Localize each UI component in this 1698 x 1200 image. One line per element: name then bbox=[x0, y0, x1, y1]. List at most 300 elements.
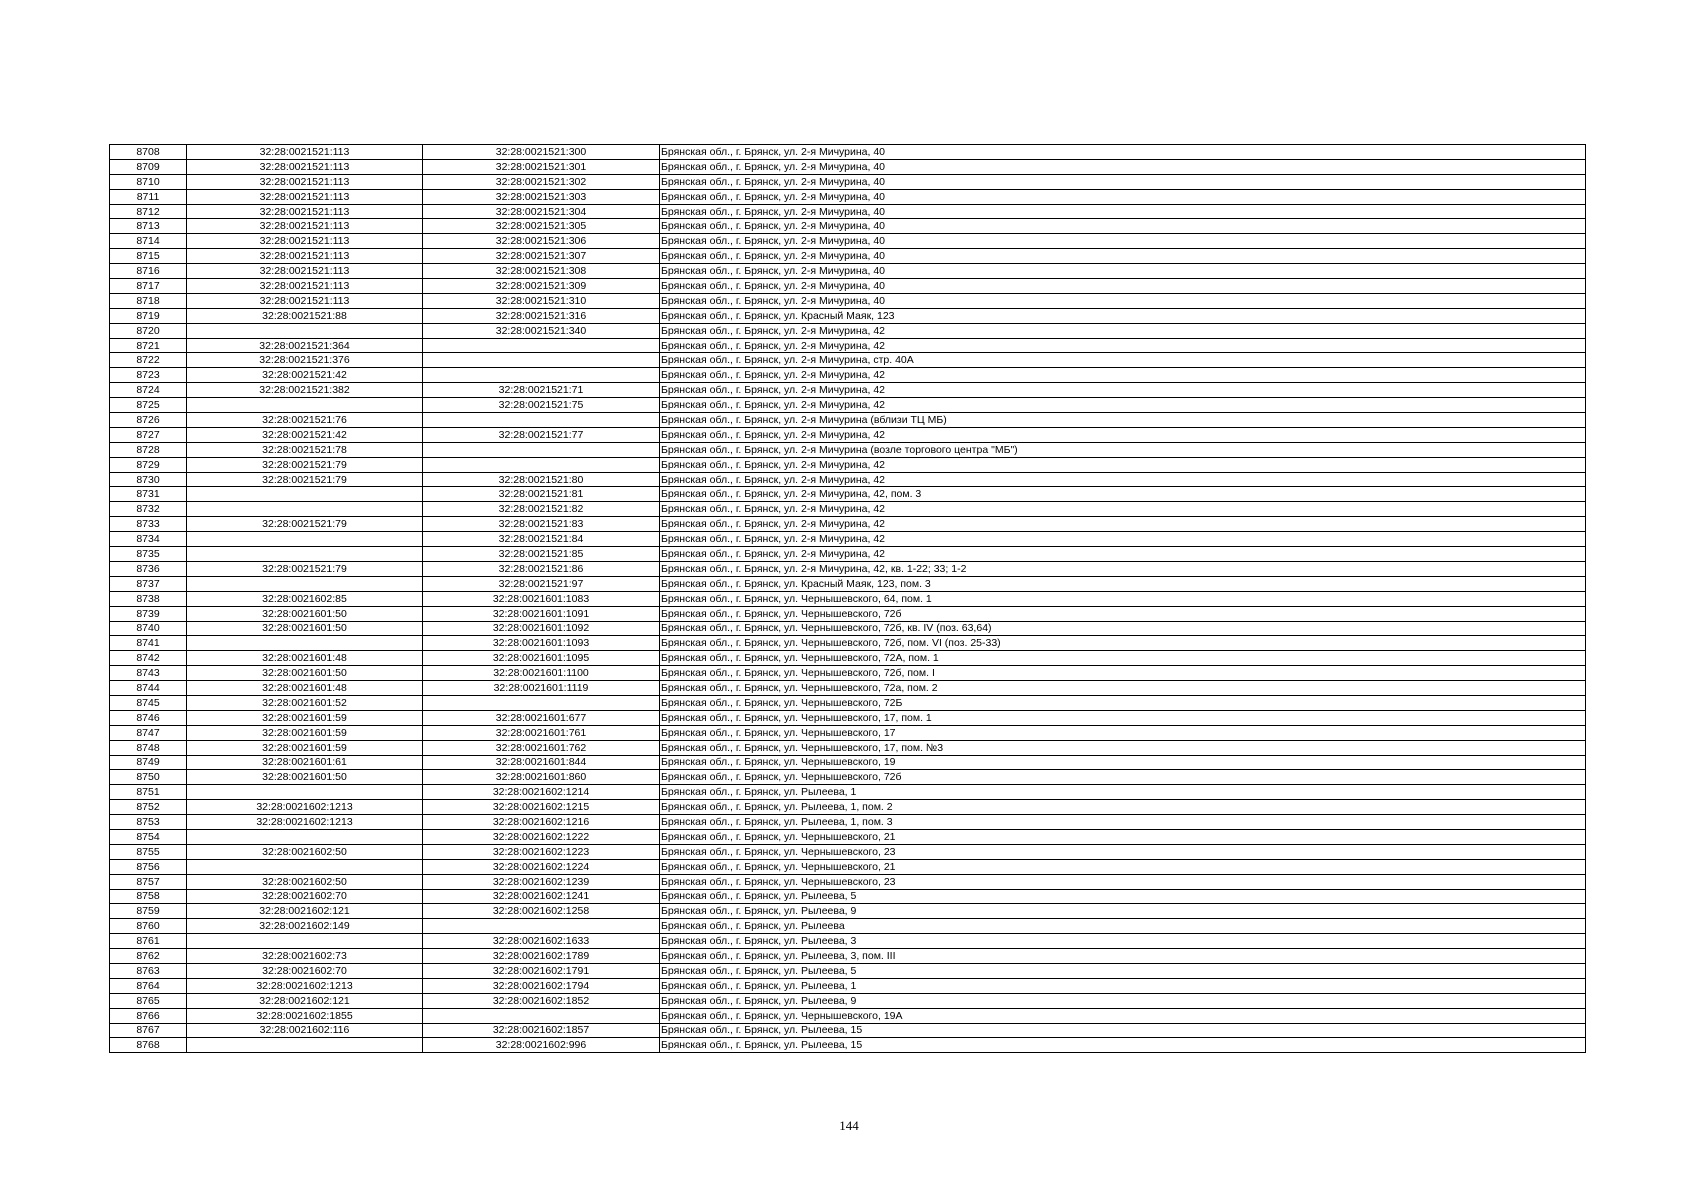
parent-cadastral-number-cell: 32:28:0021521:364 bbox=[187, 338, 423, 353]
table-row bbox=[110, 189, 1586, 204]
address-cell: Брянская обл., г. Брянск, ул. Рылеева, 1 bbox=[660, 978, 1586, 993]
page-number: 144 bbox=[839, 1118, 859, 1133]
cadastral-number-cell: 32:28:0021602:1241 bbox=[423, 889, 660, 904]
table-row bbox=[110, 859, 1586, 874]
cadastral-number-cell: 32:28:0021602:1214 bbox=[423, 785, 660, 800]
cadastral-number-cell: 32:28:0021521:306 bbox=[423, 234, 660, 249]
row-number-cell: 8741 bbox=[110, 636, 187, 651]
row-number-cell: 8733 bbox=[110, 517, 187, 532]
address-cell: Брянская обл., г. Брянск, ул. 2-я Мичурина, 40 bbox=[660, 264, 1586, 279]
row-number-cell: 8760 bbox=[110, 919, 187, 934]
address-cell: Брянская обл., г. Брянск, ул. 2-я Мичурина, 42 bbox=[660, 427, 1586, 442]
address-cell: Брянская обл., г. Брянск, ул. Чернышевского, 23 bbox=[660, 844, 1586, 859]
address-cell: Брянская обл., г. Брянск, ул. Чернышевского, 23 bbox=[660, 874, 1586, 889]
parent-cadastral-number-cell: 32:28:0021601:59 bbox=[187, 740, 423, 755]
parent-cadastral-number-cell: 32:28:0021602:50 bbox=[187, 874, 423, 889]
table-row bbox=[110, 145, 1586, 160]
address-cell: Брянская обл., г. Брянск, ул. Красный Маяк, 123 bbox=[660, 308, 1586, 323]
cadastral-number-cell: 32:28:0021521:310 bbox=[423, 293, 660, 308]
cadastral-number-cell bbox=[423, 353, 660, 368]
cadastral-number-cell: 32:28:0021521:97 bbox=[423, 576, 660, 591]
address-cell: Брянская обл., г. Брянск, ул. 2-я Мичурина (вблизи ТЦ МБ) bbox=[660, 413, 1586, 428]
row-number-cell: 8763 bbox=[110, 963, 187, 978]
row-number-cell: 8766 bbox=[110, 1008, 187, 1023]
row-number-cell: 8756 bbox=[110, 859, 187, 874]
registry-table bbox=[109, 144, 1586, 1053]
row-number-cell: 8739 bbox=[110, 606, 187, 621]
table-row bbox=[110, 398, 1586, 413]
address-cell: Брянская обл., г. Брянск, ул. Рылеева, 5 bbox=[660, 889, 1586, 904]
address-cell: Брянская обл., г. Брянск, ул. 2-я Мичурина, 42, пом. 3 bbox=[660, 487, 1586, 502]
row-number-cell: 8726 bbox=[110, 413, 187, 428]
table-row bbox=[110, 755, 1586, 770]
row-number-cell: 8737 bbox=[110, 576, 187, 591]
parent-cadastral-number-cell bbox=[187, 636, 423, 651]
address-cell: Брянская обл., г. Брянск, ул. Чернышевского, 19 bbox=[660, 755, 1586, 770]
cadastral-number-cell: 32:28:0021521:301 bbox=[423, 159, 660, 174]
cadastral-number-cell: 32:28:0021602:1789 bbox=[423, 949, 660, 964]
table-row bbox=[110, 591, 1586, 606]
row-number-cell: 8710 bbox=[110, 174, 187, 189]
address-cell: Брянская обл., г. Брянск, ул. 2-я Мичурина, 42 bbox=[660, 338, 1586, 353]
address-cell: Брянская обл., г. Брянск, ул. Рылеева, 9 bbox=[660, 993, 1586, 1008]
address-cell: Брянская обл., г. Брянск, ул. Чернышевского, 72б, пом. VI (поз. 25-33) bbox=[660, 636, 1586, 651]
table-row bbox=[110, 517, 1586, 532]
address-cell: Брянская обл., г. Брянск, ул. 2-я Мичурина, стр. 40А bbox=[660, 353, 1586, 368]
row-number-cell: 8714 bbox=[110, 234, 187, 249]
cadastral-number-cell: 32:28:0021521:81 bbox=[423, 487, 660, 502]
parent-cadastral-number-cell bbox=[187, 829, 423, 844]
cadastral-number-cell: 32:28:0021602:1216 bbox=[423, 815, 660, 830]
cadastral-number-cell: 32:28:0021601:1100 bbox=[423, 666, 660, 681]
table-row bbox=[110, 368, 1586, 383]
parent-cadastral-number-cell: 32:28:0021602:1213 bbox=[187, 815, 423, 830]
table-row bbox=[110, 666, 1586, 681]
table-row bbox=[110, 219, 1586, 234]
row-number-cell: 8711 bbox=[110, 189, 187, 204]
row-number-cell: 8727 bbox=[110, 427, 187, 442]
parent-cadastral-number-cell: 32:28:0021602:85 bbox=[187, 591, 423, 606]
parent-cadastral-number-cell: 32:28:0021601:61 bbox=[187, 755, 423, 770]
table-row bbox=[110, 1023, 1586, 1038]
cadastral-number-cell: 32:28:0021521:309 bbox=[423, 279, 660, 294]
table-row bbox=[110, 279, 1586, 294]
parent-cadastral-number-cell: 32:28:0021521:76 bbox=[187, 413, 423, 428]
address-cell: Брянская обл., г. Брянск, ул. 2-я Мичурина, 42, кв. 1-22; 33; 1-2 bbox=[660, 561, 1586, 576]
cadastral-number-cell: 32:28:0021602:996 bbox=[423, 1038, 660, 1053]
cadastral-number-cell: 32:28:0021521:302 bbox=[423, 174, 660, 189]
address-cell: Брянская обл., г. Брянск, ул. 2-я Мичурина, 40 bbox=[660, 249, 1586, 264]
address-cell: Брянская обл., г. Брянск, ул. 2-я Мичурина, 40 bbox=[660, 159, 1586, 174]
address-cell: Брянская обл., г. Брянск, ул. Чернышевского, 72б, пом. I bbox=[660, 666, 1586, 681]
parent-cadastral-number-cell: 32:28:0021521:78 bbox=[187, 442, 423, 457]
table-row bbox=[110, 561, 1586, 576]
row-number-cell: 8740 bbox=[110, 621, 187, 636]
table-row bbox=[110, 502, 1586, 517]
table-row bbox=[110, 904, 1586, 919]
address-cell: Брянская обл., г. Брянск, ул. 2-я Мичурина (возле торгового центра "МБ") bbox=[660, 442, 1586, 457]
row-number-cell: 8753 bbox=[110, 815, 187, 830]
parent-cadastral-number-cell: 32:28:0021602:116 bbox=[187, 1023, 423, 1038]
parent-cadastral-number-cell: 32:28:0021602:73 bbox=[187, 949, 423, 964]
row-number-cell: 8709 bbox=[110, 159, 187, 174]
table-row bbox=[110, 949, 1586, 964]
cadastral-number-cell: 32:28:0021602:1222 bbox=[423, 829, 660, 844]
row-number-cell: 8724 bbox=[110, 383, 187, 398]
table-row bbox=[110, 576, 1586, 591]
address-cell: Брянская обл., г. Брянск, ул. Чернышевского, 72а, пом. 2 bbox=[660, 681, 1586, 696]
cadastral-number-cell: 32:28:0021521:75 bbox=[423, 398, 660, 413]
table-row bbox=[110, 353, 1586, 368]
table-row bbox=[110, 487, 1586, 502]
address-cell: Брянская обл., г. Брянск, ул. Чернышевского, 72А, пом. 1 bbox=[660, 651, 1586, 666]
parent-cadastral-number-cell: 32:28:0021521:113 bbox=[187, 264, 423, 279]
address-cell: Брянская обл., г. Брянск, ул. Рылеева, 15 bbox=[660, 1038, 1586, 1053]
row-number-cell: 8725 bbox=[110, 398, 187, 413]
parent-cadastral-number-cell: 32:28:0021602:1855 bbox=[187, 1008, 423, 1023]
parent-cadastral-number-cell: 32:28:0021521:113 bbox=[187, 174, 423, 189]
address-cell: Брянская обл., г. Брянск, ул. Чернышевского, 72б, кв. IV (поз. 63,64) bbox=[660, 621, 1586, 636]
address-cell: Брянская обл., г. Брянск, ул. Рылеева, 3, пом. III bbox=[660, 949, 1586, 964]
table-row bbox=[110, 547, 1586, 562]
row-number-cell: 8742 bbox=[110, 651, 187, 666]
cadastral-number-cell: 32:28:0021602:1258 bbox=[423, 904, 660, 919]
table-row bbox=[110, 785, 1586, 800]
row-number-cell: 8718 bbox=[110, 293, 187, 308]
cadastral-number-cell: 32:28:0021521:71 bbox=[423, 383, 660, 398]
row-number-cell: 8765 bbox=[110, 993, 187, 1008]
cadastral-number-cell: 32:28:0021602:1791 bbox=[423, 963, 660, 978]
table-row bbox=[110, 442, 1586, 457]
row-number-cell: 8761 bbox=[110, 934, 187, 949]
parent-cadastral-number-cell: 32:28:0021601:50 bbox=[187, 770, 423, 785]
cadastral-number-cell: 32:28:0021601:1093 bbox=[423, 636, 660, 651]
table-row bbox=[110, 457, 1586, 472]
cadastral-number-cell: 32:28:0021521:77 bbox=[423, 427, 660, 442]
row-number-cell: 8752 bbox=[110, 800, 187, 815]
parent-cadastral-number-cell: 32:28:0021601:52 bbox=[187, 695, 423, 710]
row-number-cell: 8759 bbox=[110, 904, 187, 919]
cadastral-number-cell: 32:28:0021601:1119 bbox=[423, 681, 660, 696]
parent-cadastral-number-cell: 32:28:0021521:113 bbox=[187, 189, 423, 204]
parent-cadastral-number-cell: 32:28:0021521:79 bbox=[187, 517, 423, 532]
address-cell: Брянская обл., г. Брянск, ул. 2-я Мичурина, 42 bbox=[660, 472, 1586, 487]
parent-cadastral-number-cell: 32:28:0021602:121 bbox=[187, 904, 423, 919]
table-row bbox=[110, 725, 1586, 740]
cadastral-number-cell: 32:28:0021521:300 bbox=[423, 145, 660, 160]
row-number-cell: 8764 bbox=[110, 978, 187, 993]
parent-cadastral-number-cell: 32:28:0021521:113 bbox=[187, 159, 423, 174]
cadastral-number-cell: 32:28:0021521:84 bbox=[423, 532, 660, 547]
parent-cadastral-number-cell bbox=[187, 1038, 423, 1053]
parent-cadastral-number-cell: 32:28:0021521:382 bbox=[187, 383, 423, 398]
table-row bbox=[110, 532, 1586, 547]
table-row bbox=[110, 621, 1586, 636]
table-row bbox=[110, 427, 1586, 442]
table-row bbox=[110, 413, 1586, 428]
cadastral-number-cell: 32:28:0021521:307 bbox=[423, 249, 660, 264]
row-number-cell: 8735 bbox=[110, 547, 187, 562]
address-cell: Брянская обл., г. Брянск, ул. Чернышевского, 17, пом. №3 bbox=[660, 740, 1586, 755]
address-cell: Брянская обл., г. Брянск, ул. Чернышевского, 64, пом. 1 bbox=[660, 591, 1586, 606]
row-number-cell: 8749 bbox=[110, 755, 187, 770]
table-row bbox=[110, 874, 1586, 889]
parent-cadastral-number-cell: 32:28:0021601:50 bbox=[187, 621, 423, 636]
address-cell: Брянская обл., г. Брянск, ул. 2-я Мичурина, 40 bbox=[660, 189, 1586, 204]
row-number-cell: 8734 bbox=[110, 532, 187, 547]
cadastral-number-cell: 32:28:0021602:1794 bbox=[423, 978, 660, 993]
cadastral-number-cell: 32:28:0021601:860 bbox=[423, 770, 660, 785]
cadastral-number-cell: 32:28:0021602:1223 bbox=[423, 844, 660, 859]
cadastral-number-cell: 32:28:0021521:340 bbox=[423, 323, 660, 338]
table-row bbox=[110, 1038, 1586, 1053]
row-number-cell: 8757 bbox=[110, 874, 187, 889]
address-cell: Брянская обл., г. Брянск, ул. Рылеева, 9 bbox=[660, 904, 1586, 919]
cadastral-number-cell: 32:28:0021601:844 bbox=[423, 755, 660, 770]
row-number-cell: 8738 bbox=[110, 591, 187, 606]
row-number-cell: 8720 bbox=[110, 323, 187, 338]
table-row bbox=[110, 695, 1586, 710]
row-number-cell: 8755 bbox=[110, 844, 187, 859]
address-cell: Брянская обл., г. Брянск, ул. 2-я Мичурина, 42 bbox=[660, 547, 1586, 562]
table-row bbox=[110, 993, 1586, 1008]
cadastral-number-cell bbox=[423, 695, 660, 710]
parent-cadastral-number-cell: 32:28:0021602:149 bbox=[187, 919, 423, 934]
cadastral-number-cell: 32:28:0021521:82 bbox=[423, 502, 660, 517]
cadastral-number-cell: 32:28:0021602:1215 bbox=[423, 800, 660, 815]
address-cell: Брянская обл., г. Брянск, ул. Рылеева, 3 bbox=[660, 934, 1586, 949]
row-number-cell: 8731 bbox=[110, 487, 187, 502]
table-row bbox=[110, 829, 1586, 844]
table-row bbox=[110, 740, 1586, 755]
address-cell: Брянская обл., г. Брянск, ул. 2-я Мичурина, 42 bbox=[660, 502, 1586, 517]
address-cell: Брянская обл., г. Брянск, ул. 2-я Мичурина, 42 bbox=[660, 368, 1586, 383]
parent-cadastral-number-cell bbox=[187, 323, 423, 338]
parent-cadastral-number-cell: 32:28:0021602:1213 bbox=[187, 800, 423, 815]
address-cell: Брянская обл., г. Брянск, ул. Чернышевского, 17 bbox=[660, 725, 1586, 740]
parent-cadastral-number-cell bbox=[187, 576, 423, 591]
table-row bbox=[110, 264, 1586, 279]
table-row bbox=[110, 308, 1586, 323]
parent-cadastral-number-cell bbox=[187, 547, 423, 562]
cadastral-number-cell: 32:28:0021602:1852 bbox=[423, 993, 660, 1008]
parent-cadastral-number-cell bbox=[187, 532, 423, 547]
parent-cadastral-number-cell bbox=[187, 859, 423, 874]
row-number-cell: 8729 bbox=[110, 457, 187, 472]
row-number-cell: 8743 bbox=[110, 666, 187, 681]
row-number-cell: 8728 bbox=[110, 442, 187, 457]
cadastral-number-cell: 32:28:0021602:1633 bbox=[423, 934, 660, 949]
parent-cadastral-number-cell: 32:28:0021521:42 bbox=[187, 427, 423, 442]
parent-cadastral-number-cell: 32:28:0021601:48 bbox=[187, 681, 423, 696]
cadastral-number-cell: 32:28:0021521:83 bbox=[423, 517, 660, 532]
address-cell: Брянская обл., г. Брянск, ул. 2-я Мичурина, 42 bbox=[660, 457, 1586, 472]
table-row bbox=[110, 159, 1586, 174]
address-cell: Брянская обл., г. Брянск, ул. Рылеева, 1 bbox=[660, 785, 1586, 800]
cadastral-number-cell bbox=[423, 442, 660, 457]
parent-cadastral-number-cell bbox=[187, 398, 423, 413]
parent-cadastral-number-cell: 32:28:0021521:113 bbox=[187, 293, 423, 308]
row-number-cell: 8751 bbox=[110, 785, 187, 800]
table-row bbox=[110, 323, 1586, 338]
row-number-cell: 8736 bbox=[110, 561, 187, 576]
address-cell: Брянская обл., г. Брянск, ул. Рылеева, 1, пом. 2 bbox=[660, 800, 1586, 815]
cadastral-number-cell: 32:28:0021521:304 bbox=[423, 204, 660, 219]
parent-cadastral-number-cell: 32:28:0021521:113 bbox=[187, 219, 423, 234]
row-number-cell: 8768 bbox=[110, 1038, 187, 1053]
address-cell: Брянская обл., г. Брянск, ул. 2-я Мичурина, 42 bbox=[660, 517, 1586, 532]
row-number-cell: 8748 bbox=[110, 740, 187, 755]
address-cell: Брянская обл., г. Брянск, ул. Чернышевского, 17, пом. 1 bbox=[660, 710, 1586, 725]
table-row bbox=[110, 1008, 1586, 1023]
row-number-cell: 8712 bbox=[110, 204, 187, 219]
table-row bbox=[110, 249, 1586, 264]
cadastral-number-cell: 32:28:0021601:1092 bbox=[423, 621, 660, 636]
parent-cadastral-number-cell: 32:28:0021521:79 bbox=[187, 561, 423, 576]
cadastral-number-cell bbox=[423, 919, 660, 934]
cadastral-number-cell: 32:28:0021521:80 bbox=[423, 472, 660, 487]
cadastral-number-cell: 32:28:0021521:308 bbox=[423, 264, 660, 279]
cadastral-number-cell: 32:28:0021521:86 bbox=[423, 561, 660, 576]
address-cell: Брянская обл., г. Брянск, ул. 2-я Мичурина, 42 bbox=[660, 398, 1586, 413]
row-number-cell: 8708 bbox=[110, 145, 187, 160]
parent-cadastral-number-cell: 32:28:0021521:42 bbox=[187, 368, 423, 383]
cadastral-number-cell: 32:28:0021521:305 bbox=[423, 219, 660, 234]
parent-cadastral-number-cell: 32:28:0021521:113 bbox=[187, 145, 423, 160]
address-cell: Брянская обл., г. Брянск, ул. 2-я Мичурина, 42 bbox=[660, 323, 1586, 338]
parent-cadastral-number-cell: 32:28:0021602:70 bbox=[187, 889, 423, 904]
cadastral-number-cell: 32:28:0021521:316 bbox=[423, 308, 660, 323]
row-number-cell: 8744 bbox=[110, 681, 187, 696]
address-cell: Брянская обл., г. Брянск, ул. Рылеева, 5 bbox=[660, 963, 1586, 978]
cadastral-number-cell: 32:28:0021601:1091 bbox=[423, 606, 660, 621]
table-row bbox=[110, 293, 1586, 308]
row-number-cell: 8719 bbox=[110, 308, 187, 323]
cadastral-number-cell bbox=[423, 413, 660, 428]
table-row bbox=[110, 174, 1586, 189]
registry-table-body bbox=[110, 145, 1586, 1053]
address-cell: Брянская обл., г. Брянск, ул. Чернышевского, 21 bbox=[660, 859, 1586, 874]
table-row bbox=[110, 800, 1586, 815]
table-row bbox=[110, 204, 1586, 219]
cadastral-number-cell: 32:28:0021601:762 bbox=[423, 740, 660, 755]
parent-cadastral-number-cell: 32:28:0021602:121 bbox=[187, 993, 423, 1008]
cadastral-number-cell: 32:28:0021521:303 bbox=[423, 189, 660, 204]
cadastral-number-cell bbox=[423, 1008, 660, 1023]
cadastral-number-cell: 32:28:0021601:1095 bbox=[423, 651, 660, 666]
row-number-cell: 8732 bbox=[110, 502, 187, 517]
table-row bbox=[110, 472, 1586, 487]
parent-cadastral-number-cell bbox=[187, 785, 423, 800]
row-number-cell: 8716 bbox=[110, 264, 187, 279]
parent-cadastral-number-cell bbox=[187, 487, 423, 502]
row-number-cell: 8717 bbox=[110, 279, 187, 294]
parent-cadastral-number-cell: 32:28:0021521:88 bbox=[187, 308, 423, 323]
row-number-cell: 8767 bbox=[110, 1023, 187, 1038]
parent-cadastral-number-cell: 32:28:0021601:50 bbox=[187, 666, 423, 681]
address-cell: Брянская обл., г. Брянск, ул. 2-я Мичурина, 40 bbox=[660, 279, 1586, 294]
parent-cadastral-number-cell: 32:28:0021521:79 bbox=[187, 472, 423, 487]
address-cell: Брянская обл., г. Брянск, ул. 2-я Мичурина, 40 bbox=[660, 204, 1586, 219]
table-row bbox=[110, 651, 1586, 666]
address-cell: Брянская обл., г. Брянск, ул. Рылеева, 15 bbox=[660, 1023, 1586, 1038]
table-row bbox=[110, 815, 1586, 830]
address-cell: Брянская обл., г. Брянск, ул. Чернышевского, 21 bbox=[660, 829, 1586, 844]
address-cell: Брянская обл., г. Брянск, ул. 2-я Мичурина, 42 bbox=[660, 532, 1586, 547]
address-cell: Брянская обл., г. Брянск, ул. Чернышевского, 72б bbox=[660, 770, 1586, 785]
table-row bbox=[110, 234, 1586, 249]
parent-cadastral-number-cell: 32:28:0021602:70 bbox=[187, 963, 423, 978]
parent-cadastral-number-cell: 32:28:0021521:113 bbox=[187, 234, 423, 249]
parent-cadastral-number-cell: 32:28:0021601:59 bbox=[187, 710, 423, 725]
parent-cadastral-number-cell: 32:28:0021601:50 bbox=[187, 606, 423, 621]
table-row bbox=[110, 606, 1586, 621]
row-number-cell: 8713 bbox=[110, 219, 187, 234]
address-cell: Брянская обл., г. Брянск, ул. Рылеева bbox=[660, 919, 1586, 934]
parent-cadastral-number-cell: 32:28:0021521:113 bbox=[187, 279, 423, 294]
address-cell: Брянская обл., г. Брянск, ул. Рылеева, 1, пом. 3 bbox=[660, 815, 1586, 830]
table-row bbox=[110, 919, 1586, 934]
table-row bbox=[110, 383, 1586, 398]
table-row bbox=[110, 338, 1586, 353]
row-number-cell: 8730 bbox=[110, 472, 187, 487]
cadastral-number-cell bbox=[423, 368, 660, 383]
cadastral-number-cell: 32:28:0021521:85 bbox=[423, 547, 660, 562]
table-row bbox=[110, 710, 1586, 725]
table-row bbox=[110, 636, 1586, 651]
row-number-cell: 8758 bbox=[110, 889, 187, 904]
address-cell: Брянская обл., г. Брянск, ул. Чернышевского, 72б bbox=[660, 606, 1586, 621]
parent-cadastral-number-cell: 32:28:0021601:59 bbox=[187, 725, 423, 740]
row-number-cell: 8746 bbox=[110, 710, 187, 725]
parent-cadastral-number-cell: 32:28:0021602:1213 bbox=[187, 978, 423, 993]
address-cell: Брянская обл., г. Брянск, ул. 2-я Мичурина, 40 bbox=[660, 234, 1586, 249]
address-cell: Брянская обл., г. Брянск, ул. Чернышевского, 19А bbox=[660, 1008, 1586, 1023]
table-row bbox=[110, 963, 1586, 978]
parent-cadastral-number-cell: 32:28:0021602:50 bbox=[187, 844, 423, 859]
row-number-cell: 8723 bbox=[110, 368, 187, 383]
row-number-cell: 8762 bbox=[110, 949, 187, 964]
parent-cadastral-number-cell: 32:28:0021521:113 bbox=[187, 204, 423, 219]
table-row bbox=[110, 681, 1586, 696]
cadastral-number-cell: 32:28:0021602:1224 bbox=[423, 859, 660, 874]
table-row bbox=[110, 978, 1586, 993]
address-cell: Брянская обл., г. Брянск, ул. 2-я Мичурина, 40 bbox=[660, 174, 1586, 189]
parent-cadastral-number-cell bbox=[187, 934, 423, 949]
table-row bbox=[110, 889, 1586, 904]
parent-cadastral-number-cell bbox=[187, 502, 423, 517]
parent-cadastral-number-cell: 32:28:0021521:113 bbox=[187, 249, 423, 264]
parent-cadastral-number-cell: 32:28:0021521:79 bbox=[187, 457, 423, 472]
row-number-cell: 8747 bbox=[110, 725, 187, 740]
row-number-cell: 8722 bbox=[110, 353, 187, 368]
address-cell: Брянская обл., г. Брянск, ул. Красный Маяк, 123, пом. 3 bbox=[660, 576, 1586, 591]
row-number-cell: 8715 bbox=[110, 249, 187, 264]
address-cell: Брянская обл., г. Брянск, ул. Чернышевского, 72Б bbox=[660, 695, 1586, 710]
row-number-cell: 8721 bbox=[110, 338, 187, 353]
parent-cadastral-number-cell: 32:28:0021601:48 bbox=[187, 651, 423, 666]
cadastral-number-cell: 32:28:0021602:1857 bbox=[423, 1023, 660, 1038]
row-number-cell: 8745 bbox=[110, 695, 187, 710]
cadastral-number-cell: 32:28:0021601:1083 bbox=[423, 591, 660, 606]
row-number-cell: 8750 bbox=[110, 770, 187, 785]
cadastral-number-cell: 32:28:0021601:677 bbox=[423, 710, 660, 725]
address-cell: Брянская обл., г. Брянск, ул. 2-я Мичурина, 40 bbox=[660, 145, 1586, 160]
cadastral-number-cell: 32:28:0021602:1239 bbox=[423, 874, 660, 889]
cadastral-number-cell bbox=[423, 338, 660, 353]
address-cell: Брянская обл., г. Брянск, ул. 2-я Мичурина, 40 bbox=[660, 293, 1586, 308]
address-cell: Брянская обл., г. Брянск, ул. 2-я Мичурина, 42 bbox=[660, 383, 1586, 398]
